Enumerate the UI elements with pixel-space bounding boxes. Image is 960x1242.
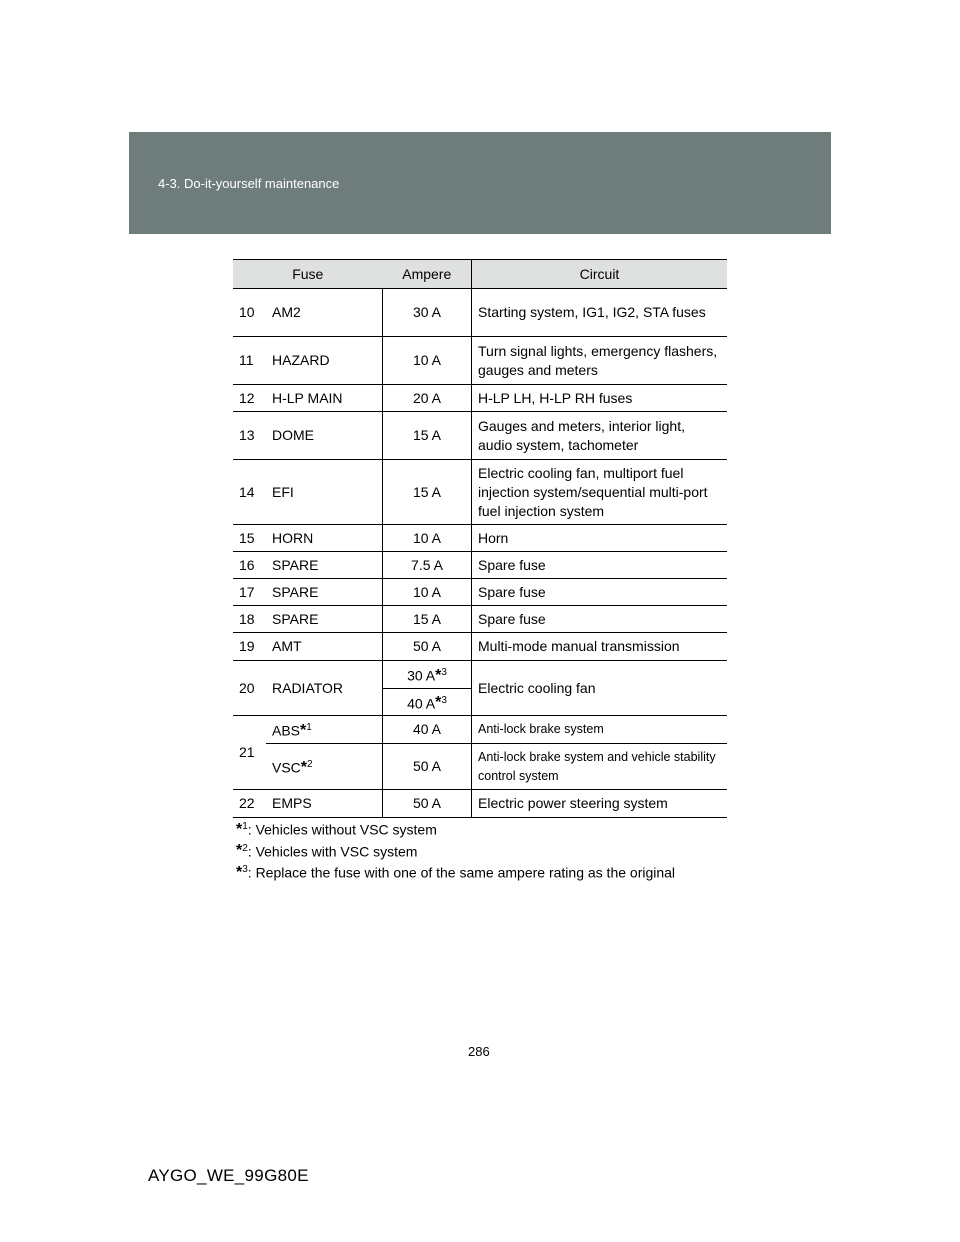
fuse-ampere: 50 A [383,744,472,790]
footnote [236,861,675,883]
asterisk-mark: * [435,666,442,684]
table-row [233,525,727,552]
fuse-name [266,744,383,790]
fuse-name: HORN [266,525,383,552]
fuse-number: 19 [233,633,266,661]
table-row [233,579,727,606]
asterisk-mark: * [236,863,243,881]
fuse-name: SPARE [266,552,383,579]
fuse-ampere [383,661,472,689]
fuse-circuit: Spare fuse [472,552,728,579]
fuse-name: AMT [266,633,383,661]
fuse-circuit: Turn signal lights, emergency flashers, gauges and meters [472,337,728,385]
fuse-table [233,259,727,818]
fuse-ampere: 50 A [383,790,472,818]
fuse-ampere: 7.5 A [383,552,472,579]
fuse-circuit: Starting system, IG1, IG2, STA fuses [472,289,728,337]
table-row [233,412,727,460]
fuse-circuit: Anti-lock brake system [472,716,728,744]
table-row [233,460,727,525]
fuse-circuit: Multi-mode manual transmission [472,633,728,661]
fuse-circuit: Horn [472,525,728,552]
fuse-name-text: ABS [272,723,301,740]
footnote-mark: 1 [242,821,248,832]
fuse-ampere: 50 A [383,633,472,661]
table-row [233,552,727,579]
fuse-name-text: VSC [272,760,301,777]
fuse-ampere: 10 A [383,579,472,606]
fuse-name: RADIATOR [266,661,383,716]
fuse-name: EMPS [266,790,383,818]
table-row-abs [233,716,727,744]
document-code: AYGO_WE_99G80E [148,1166,309,1185]
fuse-name: AM2 [266,289,383,337]
fuse-circuit: Electric cooling fan [472,661,728,716]
asterisk-mark: * [236,842,243,860]
fuse-ampere: 30 A [383,289,472,337]
table-header-row [233,260,727,289]
fuse-circuit: Spare fuse [472,606,728,633]
page-number: 286 [468,1044,490,1059]
ampere-value: 40 A [407,695,436,712]
fuse-number: 13 [233,412,266,460]
table-row [233,337,727,385]
fuse-number: 22 [233,790,266,818]
footnotes [236,818,675,883]
fuse-number: 12 [233,385,266,412]
fuse-circuit: Electric cooling fan, multiport fuel injection system/sequential multi-port fuel injection system [472,460,728,525]
fuse-number: 16 [233,552,266,579]
footnote [236,840,675,862]
fuse-number: 10 [233,289,266,337]
header-fuse: Fuse [233,260,383,289]
table-row [233,385,727,412]
header-ampere: Ampere [383,260,472,289]
fuse-ampere: 10 A [383,525,472,552]
fuse-number: 17 [233,579,266,606]
fuse-number: 11 [233,337,266,385]
asterisk-mark: * [300,722,307,740]
fuse-circuit: Gauges and meters, interior light, audio system, tachometer [472,412,728,460]
table-row [233,790,727,818]
fuse-ampere [383,688,472,716]
fuse-number: 14 [233,460,266,525]
fuse-name: EFI [266,460,383,525]
fuse-circuit: Electric power steering system [472,790,728,818]
footnote-text: : Replace the fuse with one of the same ampere rating as the original [247,864,676,881]
fuse-name: H-LP MAIN [266,385,383,412]
fuse-ampere: 10 A [383,337,472,385]
footnote-mark: 3 [242,864,248,876]
fuse-name: SPARE [266,579,383,606]
fuse-name [266,716,383,744]
footnote-text: : Vehicles without VSC system [247,821,437,838]
table-row-radiator [233,661,727,689]
asterisk-mark: * [300,759,308,777]
table-row [233,633,727,661]
fuse-number: 18 [233,606,266,633]
asterisk-mark: * [236,820,243,838]
fuse-ampere: 15 A [383,606,472,633]
header-circuit: Circuit [472,260,728,289]
fuse-circuit: H-LP LH, H-LP RH fuses [472,385,728,412]
note-number: 3 [441,667,447,678]
table-row [233,289,727,337]
fuse-number: 20 [233,661,266,716]
footnote [236,818,675,840]
fuse-ampere: 20 A [383,385,472,412]
footnote-text: : Vehicles with VSC system [247,843,418,860]
table-row [233,606,727,633]
note-number: 3 [441,694,447,706]
footnote-mark: 2 [242,842,248,854]
fuse-name: HAZARD [266,337,383,385]
fuse-name: DOME [266,412,383,460]
ampere-value: 30 A [407,667,436,684]
fuse-ampere: 40 A [383,716,472,744]
fuse-number: 21 [233,716,266,790]
note-number: 2 [307,759,313,771]
section-title: 4-3. Do-it-yourself maintenance [158,176,340,191]
fuse-number: 15 [233,525,266,552]
fuse-ampere: 15 A [383,412,472,460]
fuse-circuit: Anti-lock brake system and vehicle stability control system [472,744,728,790]
fuse-name: SPARE [266,606,383,633]
fuse-ampere: 15 A [383,460,472,525]
asterisk-mark: * [435,694,442,712]
table-row-vsc [233,744,727,790]
fuse-circuit: Spare fuse [472,579,728,606]
note-number: 1 [306,722,312,734]
